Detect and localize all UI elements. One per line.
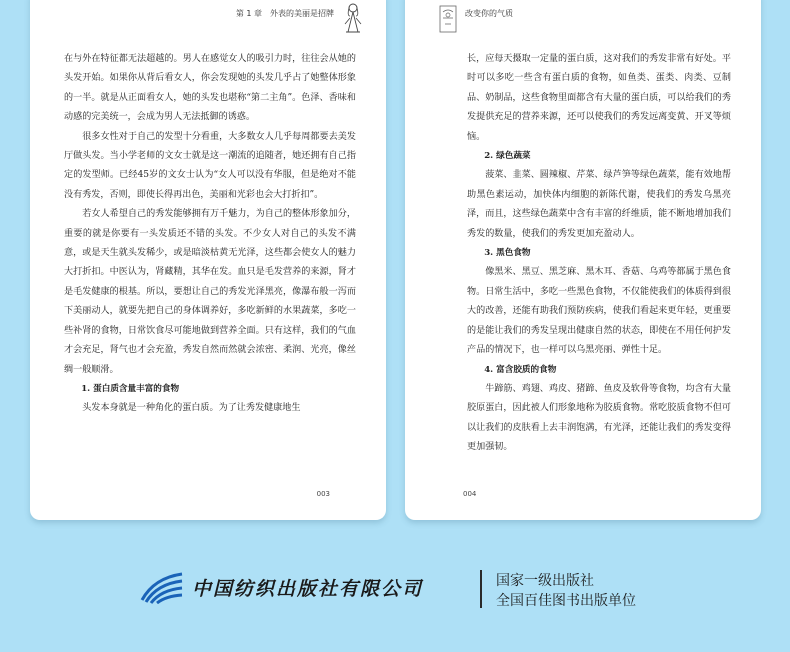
section-heading: 2. 绿色蔬菜 <box>484 151 531 162</box>
paragraph: 像黑米、黑豆、黑芝麻、黑木耳、香菇、乌鸡等都属于黑色食物。日常生活中，多吃一些黑色食物，不仅能使我们的体质得到很大的改善，还能有助我们预防疾病，使我们看起来更年轻，更重要的是能让我们的秀发呈现出健康自然的状态，即使在不用任何护发产品的情况下，也一样可以乌黑亮丽、弹性十足。 <box>467 267 731 356</box>
paragraph: 头发本身就是一种角化的蛋白质。为了让秀发健康地生 <box>82 403 301 414</box>
section-heading: 1. 蛋白质含量丰富的食物 <box>81 383 180 394</box>
publisher-credential: 国家一级出版社 <box>496 573 594 589</box>
paragraph: 菠菜、韭菜、圆辣椒、芹菜、绿芦笋等绿色蔬菜，能有效地帮助黑色素运动，加快体内细胞的新陈代谢，使我们的秀发乌黑亮泽，而且，这些绿色蔬菜中含有丰富的纤维质，能不断地增加我们秀发的数量，使我们的秀发更加充盈动人。 <box>467 170 731 239</box>
publisher-banner <box>140 568 680 612</box>
wave-stripes-logo-icon <box>140 572 184 604</box>
figure-illustration-icon <box>342 2 364 36</box>
publisher-name: 中国纺织出版社有限公司 <box>192 578 424 600</box>
paragraph: 长，应每天摄取一定量的蛋白质，这对我们的秀发非常有好处。平时可以多吃一些含有蛋白质的食物，如鱼类、蛋类、肉类、豆制品、奶制品，这些食物里面都含有大量的蛋白质，可以给我们的秀发提供充足的营养来源，还可以使我们的秀发远离变黄、开叉等烦恼。 <box>467 54 731 142</box>
paragraph: 牛蹄筋、鸡翅、鸡皮、猪蹄、鱼皮及软骨等食物，均含有大量胶原蛋白，因此被人们形象地称为胶质食物。常吃胶质食物不但可以让我们的皮肤看上去丰润饱满，有光泽，还能让我们的秀发变得更加强韧。 <box>467 383 731 453</box>
running-head: 第 1 章 外表的美丽是招牌 <box>235 9 334 18</box>
paragraph: 很多女性对于自己的发型十分看重，大多数女人几乎每周都要去美发厅做头发。当小学老师的文女士就是这一潮流的追随者，她还拥有自己指定的发型师。已经45岁的文女士认为“女人可以没有华服，但是绝对不能没有秀发，否则，即使长得再出色，美丽和光彩也会大打折扣”。 <box>64 131 356 200</box>
right-book-page <box>405 0 761 520</box>
publisher-credential: 全国百佳图书出版单位 <box>496 593 636 609</box>
figure-illustration-icon <box>437 2 459 36</box>
page-body-text <box>64 50 356 419</box>
divider <box>480 570 482 608</box>
left-book-page <box>30 0 386 520</box>
running-head: 改变你的气质 <box>465 9 513 18</box>
page-number: 003 <box>316 490 330 498</box>
paragraph: 若女人希望自己的秀发能够拥有万千魅力，为自己的整体形象加分，重要的就是你要有一头发质还不错的头发。不少女人对自己的头发不满意，或是天生就头发稀少，或是暗淡枯黄无光泽，这些都会使女人的魅力大打折扣。中医认为，肾藏精，其华在发。血只是毛发营养的来源，肾才是毛发健康的根基。所以，要想让自己的秀发光泽黑亮，像瀑布般一泻而下美丽动人，就要先把自己的身体调养好，多吃新鲜的水果蔬菜，多吃一些补肾的食物，日常饮食尽可能地做到营养全面。只有这样，我们的气血才会充足，肾气也才会充盈，秀发自然而然就会浓密、柔润、光亮，像丝绸一般顺滑。 <box>64 209 356 375</box>
page-number: 004 <box>463 490 477 498</box>
section-heading: 4. 富含胶质的食物 <box>484 364 557 375</box>
page-body-text <box>467 50 731 458</box>
section-heading: 3. 黑色食物 <box>484 248 531 259</box>
paragraph: 在与外在特征都无法超越的。男人在感觉女人的吸引力时，往往会从她的头发开始。如果你从背后看女人，你会发现她的头发几乎占了她整体形象的一半。就是从正面看女人，她的头发也堪称“第二主角”。色泽、香味和动感的完美统一，会成为男人无法抵御的诱惑。 <box>64 54 356 123</box>
